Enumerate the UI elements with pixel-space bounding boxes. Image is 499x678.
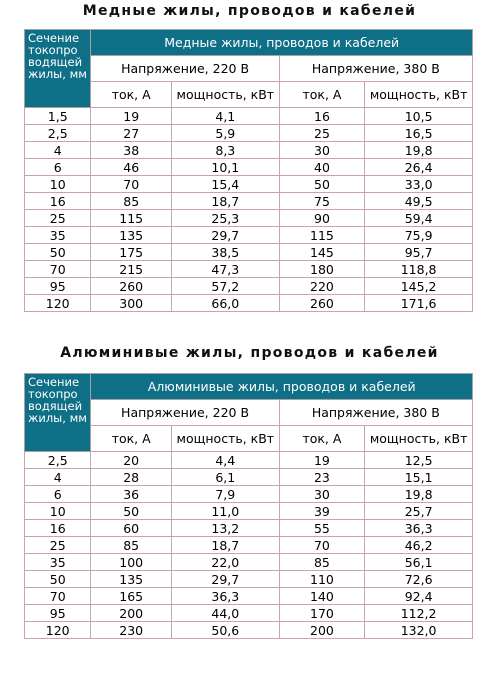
copper-table: [24, 29, 473, 312]
current-380-cell: 170: [279, 605, 365, 622]
cross-section-cell: 1,5: [25, 108, 91, 125]
current-380-cell: 140: [279, 588, 365, 605]
cross-section-cell: 35: [25, 554, 91, 571]
table-row: [25, 486, 473, 503]
cross-section-cell: 6: [25, 159, 91, 176]
current-220-cell: 20: [91, 452, 172, 469]
current-220-cell: 300: [91, 295, 172, 312]
power-380-cell: 36,3: [365, 520, 473, 537]
power-220-cell: 29,7: [171, 227, 279, 244]
power-380-cell: 46,2: [365, 537, 473, 554]
current-380-cell: 30: [279, 486, 365, 503]
current-380-cell: 23: [279, 469, 365, 486]
power-220-cell: 29,7: [171, 571, 279, 588]
current-380-cell: 260: [279, 295, 365, 312]
cross-section-cell: 120: [25, 622, 91, 639]
cross-section-cell: 4: [25, 142, 91, 159]
power-380-cell: 33,0: [365, 176, 473, 193]
current-220-cell: 85: [91, 193, 172, 210]
current-380-cell: 19: [279, 452, 365, 469]
cross-section-cell: 120: [25, 295, 91, 312]
table-row: [25, 537, 473, 554]
current-380-cell: 110: [279, 571, 365, 588]
power-380-cell: 10,5: [365, 108, 473, 125]
current-220-cell: 27: [91, 125, 172, 142]
power-220-cell: 13,2: [171, 520, 279, 537]
cross-section-cell: 10: [25, 503, 91, 520]
power-220-cell: 38,5: [171, 244, 279, 261]
power-220-header: мощность, кВт: [171, 426, 279, 452]
cross-section-cell: 2,5: [25, 452, 91, 469]
current-220-cell: 100: [91, 554, 172, 571]
table-row: [25, 588, 473, 605]
current-220-cell: 135: [91, 227, 172, 244]
voltage-220-header: Напряжение, 220 В: [91, 400, 279, 426]
current-220-cell: 165: [91, 588, 172, 605]
power-220-cell: 11,0: [171, 503, 279, 520]
current-380-cell: 90: [279, 210, 365, 227]
power-220-cell: 18,7: [171, 537, 279, 554]
power-220-cell: 6,1: [171, 469, 279, 486]
power-220-cell: 66,0: [171, 295, 279, 312]
current-380-cell: 25: [279, 125, 365, 142]
cross-section-cell: 6: [25, 486, 91, 503]
current-220-cell: 50: [91, 503, 172, 520]
current-220-cell: 38: [91, 142, 172, 159]
table-row: [25, 452, 473, 469]
table-row: [25, 571, 473, 588]
voltage-380-header: Напряжение, 380 В: [279, 400, 472, 426]
current-220-cell: 60: [91, 520, 172, 537]
power-220-cell: 47,3: [171, 261, 279, 278]
power-220-cell: 10,1: [171, 159, 279, 176]
power-220-cell: 44,0: [171, 605, 279, 622]
cross-section-header: Сечение токопро водящей жилы, мм: [25, 374, 91, 452]
table-row: [25, 278, 473, 295]
aluminum-table: [24, 373, 473, 639]
table-row: [25, 125, 473, 142]
current-380-cell: 39: [279, 503, 365, 520]
power-220-cell: 22,0: [171, 554, 279, 571]
current-220-cell: 260: [91, 278, 172, 295]
power-380-cell: 26,4: [365, 159, 473, 176]
power-220-cell: 4,4: [171, 452, 279, 469]
cross-section-cell: 25: [25, 537, 91, 554]
current-220-cell: 28: [91, 469, 172, 486]
table-row: [25, 622, 473, 639]
cross-section-cell: 95: [25, 605, 91, 622]
power-380-cell: 16,5: [365, 125, 473, 142]
power-380-cell: 132,0: [365, 622, 473, 639]
cross-section-cell: 50: [25, 244, 91, 261]
power-220-cell: 25,3: [171, 210, 279, 227]
power-380-cell: 59,4: [365, 210, 473, 227]
power-380-cell: 19,8: [365, 142, 473, 159]
current-220-cell: 70: [91, 176, 172, 193]
copper-section-title: Медные жилы, проводов и кабелей: [82, 3, 417, 19]
current-220-cell: 230: [91, 622, 172, 639]
table-row: [25, 108, 473, 125]
power-220-cell: 8,3: [171, 142, 279, 159]
current-380-cell: 55: [279, 520, 365, 537]
current-380-cell: 70: [279, 537, 365, 554]
table-row: [25, 176, 473, 193]
power-380-cell: 75,9: [365, 227, 473, 244]
cross-section-cell: 16: [25, 193, 91, 210]
current-380-header: ток, А: [279, 426, 365, 452]
power-380-header: мощность, кВт: [365, 82, 473, 108]
table-row: [25, 159, 473, 176]
table-row: [25, 520, 473, 537]
current-380-cell: 30: [279, 142, 365, 159]
current-220-cell: 200: [91, 605, 172, 622]
cross-section-cell: 10: [25, 176, 91, 193]
cross-section-cell: 95: [25, 278, 91, 295]
current-380-cell: 50: [279, 176, 365, 193]
cross-section-cell: 16: [25, 520, 91, 537]
cross-section-header: Сечение токопро водящей жилы, мм: [25, 30, 91, 108]
power-380-cell: 72,6: [365, 571, 473, 588]
table-row: [25, 469, 473, 486]
power-380-cell: 95,7: [365, 244, 473, 261]
voltage-220-header: Напряжение, 220 В: [91, 56, 279, 82]
power-380-cell: 49,5: [365, 193, 473, 210]
current-380-header: ток, А: [279, 82, 365, 108]
power-220-cell: 4,1: [171, 108, 279, 125]
voltage-380-header: Напряжение, 380 В: [279, 56, 472, 82]
power-220-cell: 57,2: [171, 278, 279, 295]
current-220-header: ток, А: [91, 426, 172, 452]
table-row: [25, 142, 473, 159]
power-220-cell: 15,4: [171, 176, 279, 193]
cross-section-cell: 35: [25, 227, 91, 244]
cross-section-cell: 70: [25, 261, 91, 278]
power-220-cell: 36,3: [171, 588, 279, 605]
table-row: [25, 244, 473, 261]
aluminum-section-title: Алюминивые жилы, проводов и кабелей: [60, 345, 439, 361]
cross-section-cell: 25: [25, 210, 91, 227]
power-220-cell: 7,9: [171, 486, 279, 503]
current-220-cell: 115: [91, 210, 172, 227]
table-row: [25, 210, 473, 227]
copper-table-body: [25, 108, 473, 312]
current-220-cell: 36: [91, 486, 172, 503]
power-220-cell: 5,9: [171, 125, 279, 142]
power-380-cell: 12,5: [365, 452, 473, 469]
power-220-cell: 18,7: [171, 193, 279, 210]
table-header: Медные жилы, проводов и кабелей: [91, 30, 473, 56]
cross-section-cell: 2,5: [25, 125, 91, 142]
table-row: [25, 605, 473, 622]
current-380-cell: 85: [279, 554, 365, 571]
current-380-cell: 40: [279, 159, 365, 176]
power-380-cell: 171,6: [365, 295, 473, 312]
table-row: [25, 227, 473, 244]
current-380-cell: 115: [279, 227, 365, 244]
current-220-cell: 135: [91, 571, 172, 588]
power-380-cell: 56,1: [365, 554, 473, 571]
table-header: Алюминивые жилы, проводов и кабелей: [91, 374, 473, 400]
current-380-cell: 75: [279, 193, 365, 210]
current-220-header: ток, А: [91, 82, 172, 108]
current-220-cell: 175: [91, 244, 172, 261]
table-row: [25, 503, 473, 520]
aluminum-table-body: [25, 452, 473, 639]
current-220-cell: 85: [91, 537, 172, 554]
cross-section-cell: 70: [25, 588, 91, 605]
power-220-header: мощность, кВт: [171, 82, 279, 108]
power-380-cell: 25,7: [365, 503, 473, 520]
power-380-cell: 145,2: [365, 278, 473, 295]
table-row: [25, 554, 473, 571]
power-380-cell: 15,1: [365, 469, 473, 486]
current-380-cell: 180: [279, 261, 365, 278]
cross-section-cell: 4: [25, 469, 91, 486]
current-380-cell: 16: [279, 108, 365, 125]
current-220-cell: 19: [91, 108, 172, 125]
power-380-cell: 112,2: [365, 605, 473, 622]
power-380-header: мощность, кВт: [365, 426, 473, 452]
power-380-cell: 92,4: [365, 588, 473, 605]
table-row: [25, 193, 473, 210]
power-380-cell: 118,8: [365, 261, 473, 278]
cross-section-cell: 50: [25, 571, 91, 588]
current-220-cell: 46: [91, 159, 172, 176]
current-380-cell: 220: [279, 278, 365, 295]
table-row: [25, 295, 473, 312]
current-380-cell: 200: [279, 622, 365, 639]
power-220-cell: 50,6: [171, 622, 279, 639]
current-380-cell: 145: [279, 244, 365, 261]
table-row: [25, 261, 473, 278]
current-220-cell: 215: [91, 261, 172, 278]
power-380-cell: 19,8: [365, 486, 473, 503]
